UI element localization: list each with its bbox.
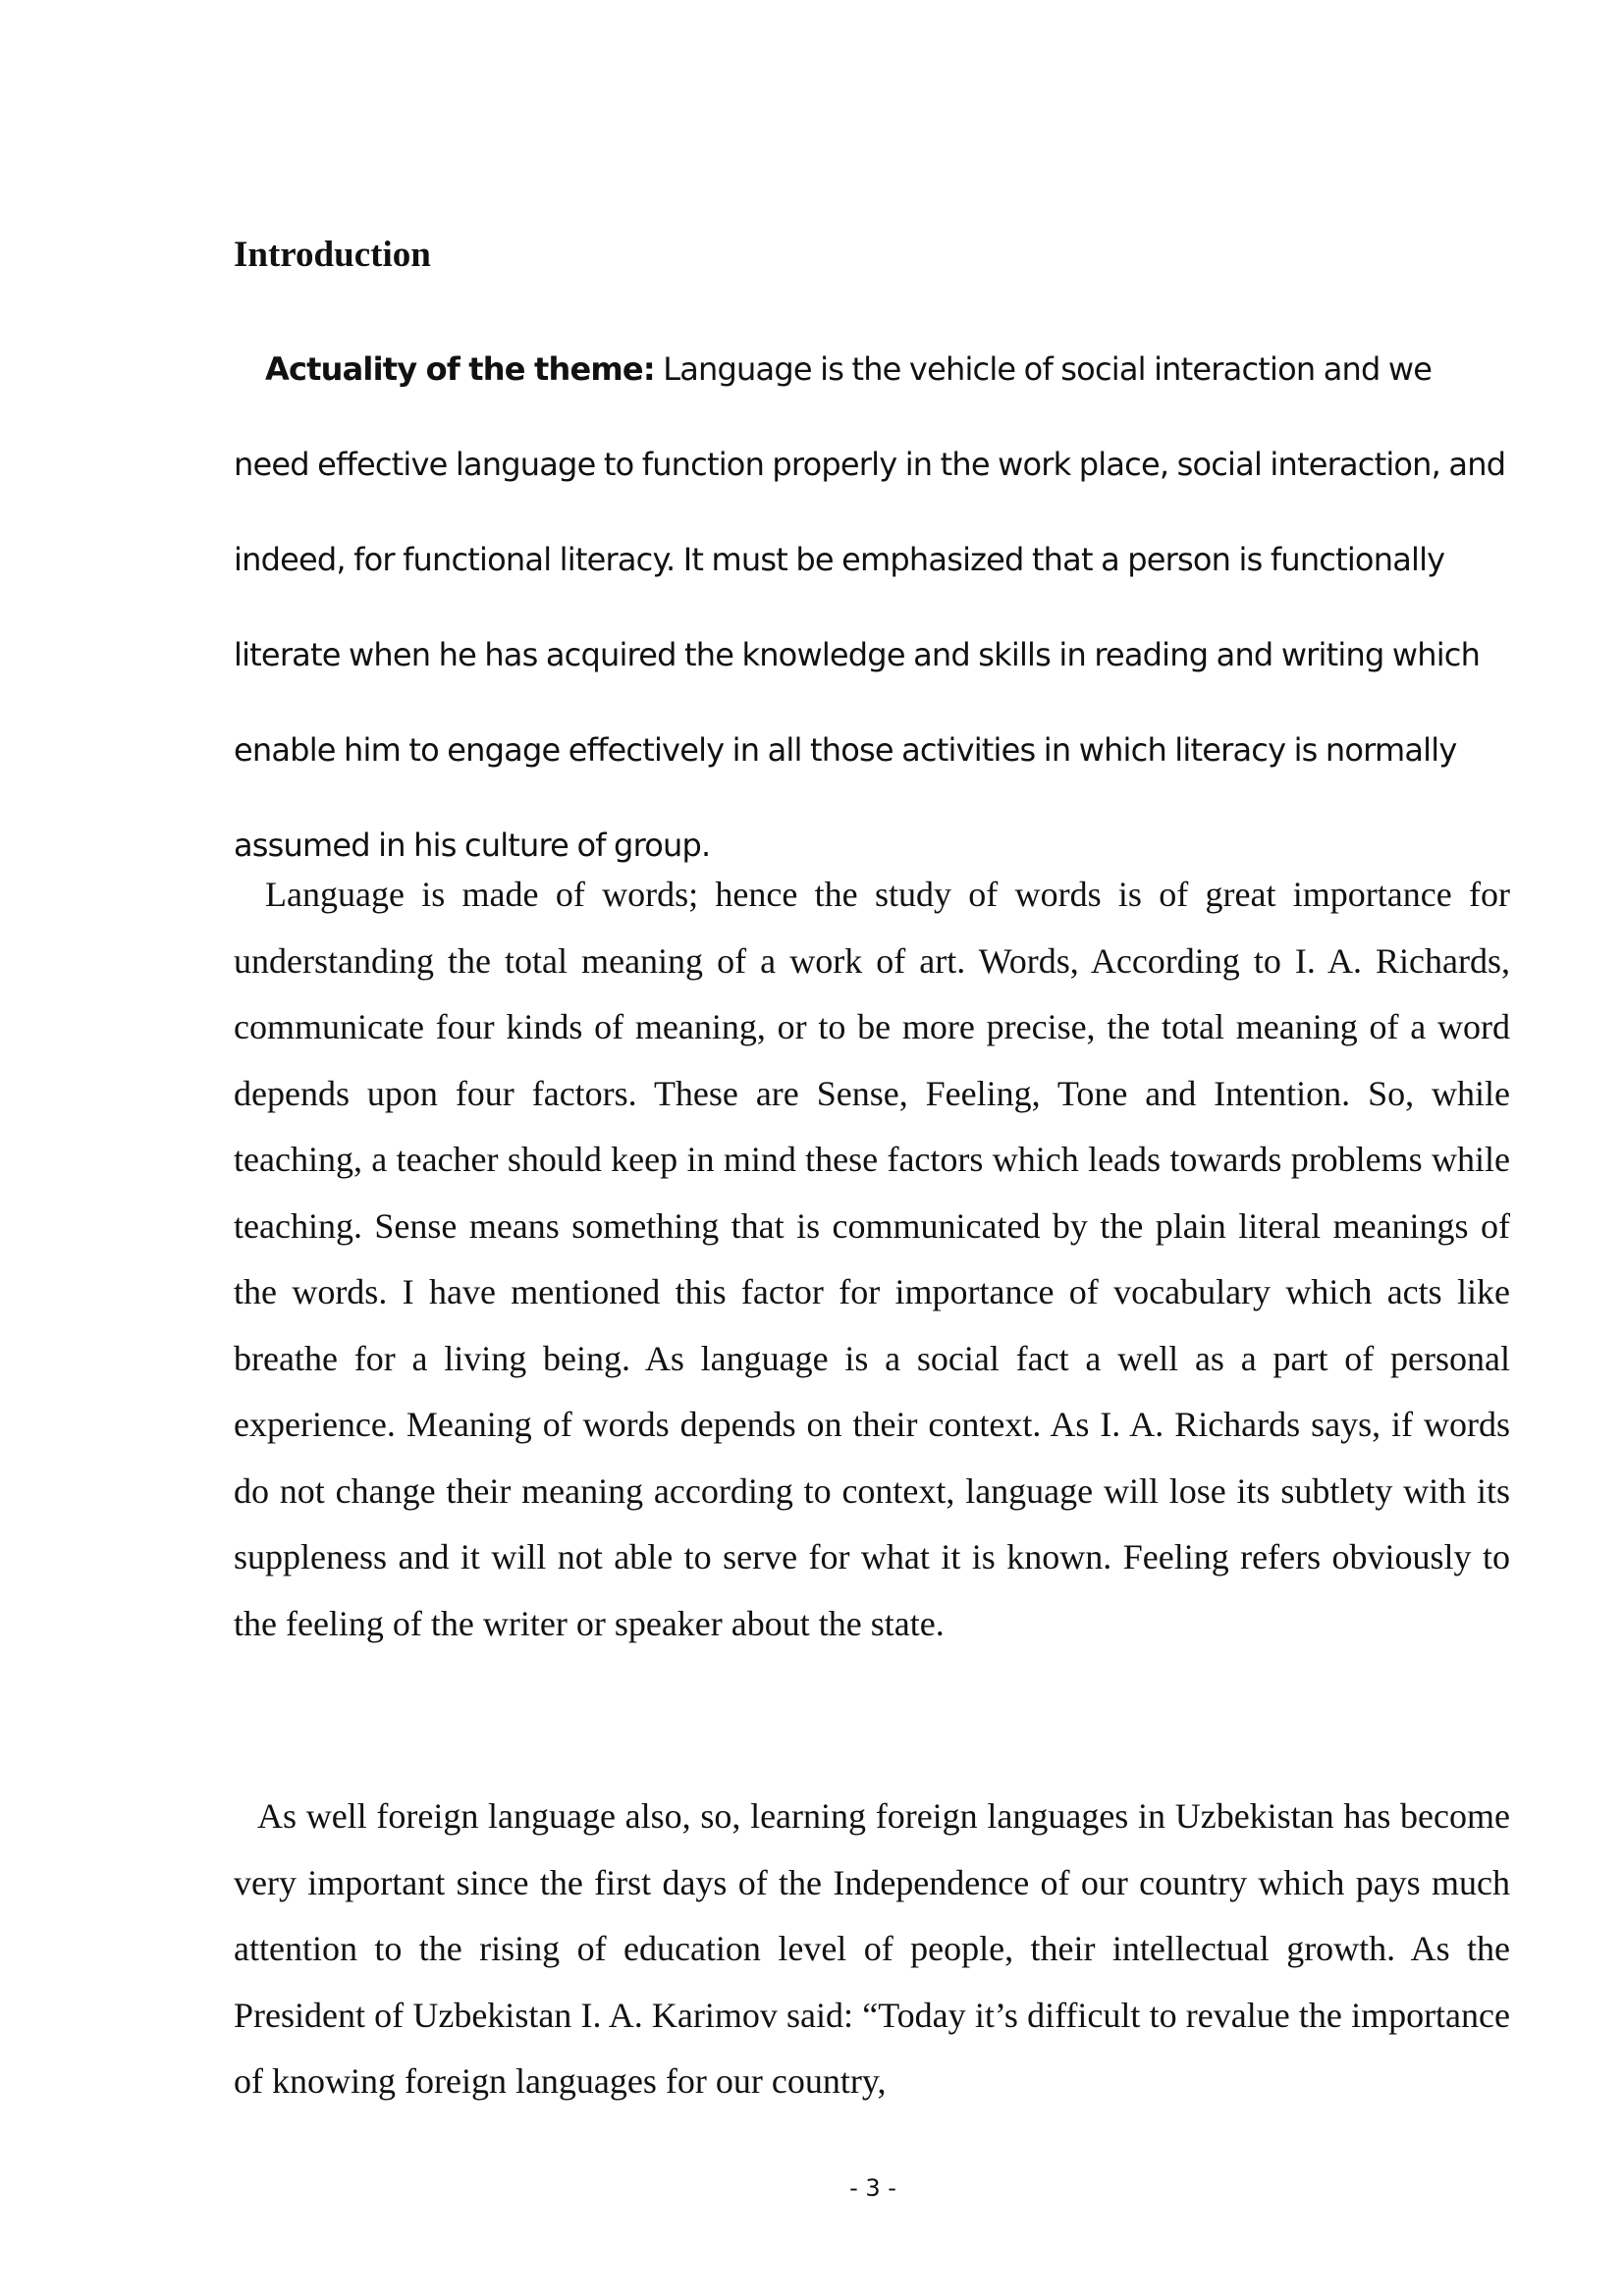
page-number: - 3 - xyxy=(849,2174,896,2202)
paragraph-foreign-language xyxy=(234,1784,1510,2115)
paragraph-text: Language is made of words; hence the study of words is of great importance for understanding the total meaning of a work of art. Words, According to I. A. Richards, communicate four kinds of meaning, or to be more precise, the total meaning of a word depends upon four factors. These are Sense, Feeling, Tone and Intention. So, while teaching, a teacher should keep in mind these factors which leads towards problems while teaching. Sense means something that is communicated by the plain literal meanings of the words. I have mentioned this factor for importance of vocabulary which acts like breathe for a living being. As language is a social fact a well as a part of personal experience. Meaning of words depends on their context. As I. A. Richards says, if words do not change their meaning according to context, language will lose its subtlety with its suppleness and it will not able to serve for what it is known. Feeling refers obviously to the feeling of the writer or speaker about the state. xyxy=(234,875,1510,1643)
paragraph-text: Language is the vehicle of social interaction and we need effective language to function properly in the work place, social interaction, and indeed, for functional literacy. It must be emphasized that a person is functionally literate when he has acquired the knowledge and skills in reading and writing which enable him to engage effectively in all those activities in which literacy is normally assumed in his culture of group. xyxy=(234,350,1506,864)
paragraph-words xyxy=(234,862,1510,1657)
section-heading: Introduction xyxy=(234,235,431,275)
paragraph-text: As well foreign language also, so, learning foreign languages in Uzbekistan has become very important since the first days of the Independence of our country which pays much attention to the rising of education level of people, their intellectual growth. As the President of Uzbekistan I. A. Karimov said: “Today it’s difficult to revalue the importance of knowing foreign languages for our country, xyxy=(234,1796,1510,2101)
paragraph-lead: Actuality of the theme: xyxy=(265,350,655,388)
paragraph-actuality xyxy=(234,322,1510,893)
